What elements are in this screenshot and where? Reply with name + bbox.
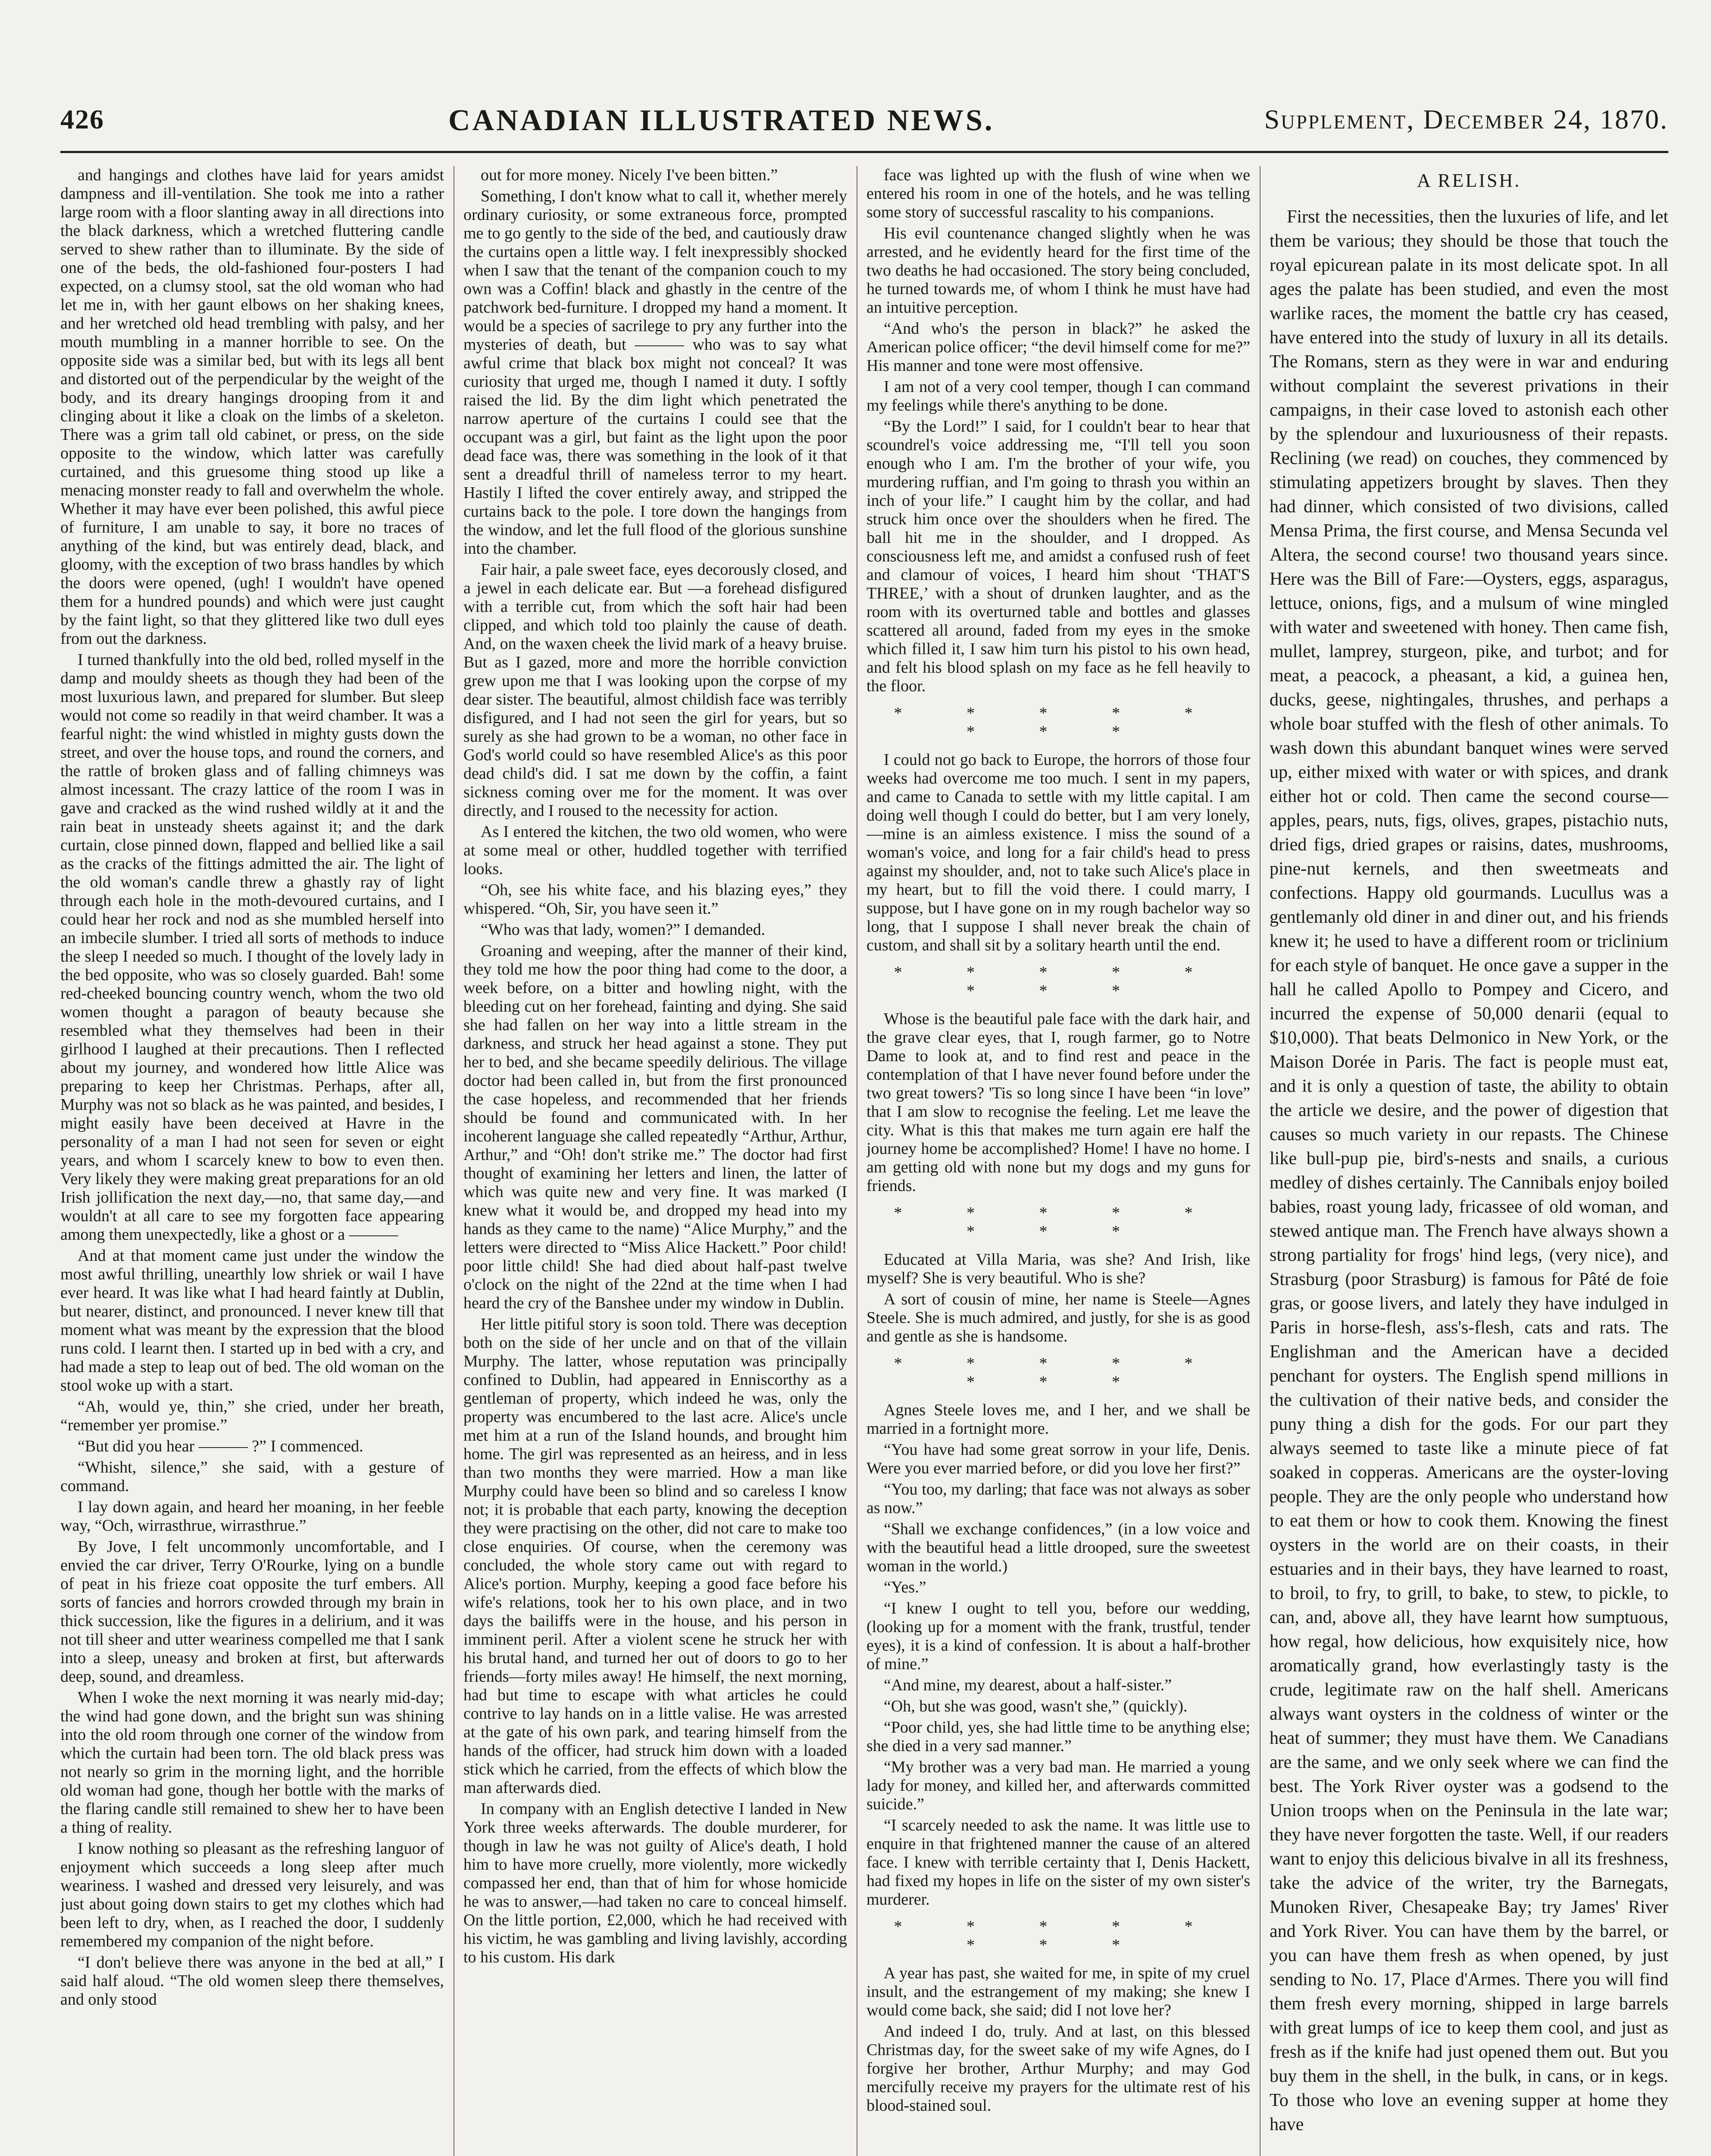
dateline: Supplement, December 24, 1870. xyxy=(1264,104,1668,135)
paragraph: I could not go back to Europe, the horrors of those four weeks had overcome me too much. I sent in my papers, and came to Canada to settle with my little capital. I am doing well though I could do better, but I am very lonely,—mine is an aimless existence. I miss the sound of a woman's voice, and long for a fair child's head to press against my shoulder, and, not to take such Alice's place in my heart, but to fill the void there. I could marry, I suppose, but I have gone on in my rough bachelor way so long, that I suppose I shall never break the chain of custom, and shall sit by a solitary hearth until the end. xyxy=(866,751,1250,954)
paragraph: “I don't believe there was anyone in the bed at all,” I said half aloud. “The old women sleep there themselves, and only stood xyxy=(60,1953,444,2009)
paragraph: “I knew I ought to tell you, before our wedding, (looking up for a moment with the frank, trustful, tender eyes), it is a kind of confession. It is about a half-brother of mine.” xyxy=(866,1599,1250,1673)
paragraph: I lay down again, and heard her moaning, in her feeble way, “Och, wirrasthrue, wirrasthrue.” xyxy=(60,1498,444,1535)
paragraph: “My brother was a very bad man. He married a young lady for money, and killed her, and afterwards committed suicide.” xyxy=(866,1758,1250,1813)
newspaper-page xyxy=(60,73,1668,2156)
paragraph: “Poor child, yes, she had little time to be anything else; she died in a very sad manner.” xyxy=(866,1718,1250,1755)
paragraph: “Whisht, silence,” she said, with a gesture of command. xyxy=(60,1458,444,1495)
paragraph: First the necessities, then the luxuries of life, and let them be various; they should be those that touch the royal epicurean palate in its most delicate spot. In all ages the palate has been studied, and even the most warlike races, the moment the battle cry has ceased, have entered into the study of luxury in all its details. The Romans, stern as they were in war and enduring without complaint the severest privations in their campaigns, in their case loved to astonish each other by the splendour and luxuriousness of their repasts. Reclining (we read) on couches, they commenced by stimulating appetizers brought by slaves. Then they had dinner, which consisted of two divisions, called Mensa Prima, the first course, and Mensa Secunda vel Altera, the second course! two thousand years since. Here was the Bill of Fare:—Oysters, eggs, asparagus, lettuce, onions, figs, and a mulsum of wine mingled with water and sweetened with honey. Then came fish, mullet, lamprey, sturgeon, pike, and turbot; and for meat, a peacock, a pheasant, a kid, a guinea hen, ducks, geese, nightingales, thrushes, and perhaps a whole boar stuffed with the flesh of other animals. To wash down this abundant banquet wines were served up, either mixed with water or with spices, and drank either hot or cold. Then came the second course—apples, pears, nuts, figs, olives, grapes, pistachio nuts, dried figs, dried grapes or raisins, dates, mushrooms, pine-nut kernels, and then sweetmeats and confections. Happy old gourmands. Lucullus was a gentlemanly old diner in and diner out, and his friends knew it; he used to have a different room or triclinium for each style of banquet. He once gave a supper in the hall he called Apollo to Pompey and Cicero, and incurred the expense of 50,000 denarii (equal to $10,000). That beats Delmonico in New York, or the Maison Dorée in Paris. The fact is people must eat, and it is only a question of taste, the ability to obtain the article we desire, and the power of digestion that causes so much variety in our repasts. The Chinese like bull-pup pie, bird's-nests and snails, a curious medley of dishes certainly. The Cannibals enjoy boiled babies, roast young lady, fricassee of old woman, and stewed antique man. The French have always shown a strong partiality for frogs' hind legs, (very nice), and Strasburg (poor Strasburg) is famous for Pâté de foie gras, or goose livers, and lately they have indulged in Paris in horse-flesh, ass's-flesh, cats and rats. The Englishman and the American have a decided penchant for oysters. The English spend millions in the cultivation of their native beds, and consider the puny thing a dish for the gods. For our part they always seemed to taste like a minute piece of fat soaked in copperas. Americans are the oyster-loving people. They are the only people who understand how to eat them or how to cook them. Knowing the finest oysters in the world are on their coasts, in their estuaries and in their bays, they have learned to roast, to broil, to fry, to grill, to bake, to stew, to pickle, to can, and, above all, they have learnt how sumptuous, how regal, how delicious, how exquisitely nice, how aromatically grand, how everlastingly tasty is the crude, legitimate raw on the half shell. Americans always want oysters in the coldness of winter or the heat of summer; they must have them. We Canadians are the same, and we only seek where we can find the best. The York River oyster was a godsend to the Union troops when on the Peninsula in the late war; they have never forgotten the taste. Well, if our readers want to enjoy this delicious bivalve in all its freshness, take the advice of the writer, try the Barnegats, Munoken River, Chesapeake Bay; try James' River and York River. You can have them by the barrel, or you can have them fresh as when opened, by just sending to No. 17, Place d'Armes. There you will find them fresh every morning, shipped in large barrels with great lumps of ice to keep them cool, and just as fresh as if the knife had just opened them out. But you buy them in the shell, in the bulk, in cans, or in kegs. To those who love an evening supper at home they have xyxy=(1270,207,1668,2134)
column-2 xyxy=(463,166,847,2156)
paragraph: “Shall we exchange confidences,” (in a low voice and with the beautiful head a little drooped, sure the sweetest woman in the world.) xyxy=(866,1520,1250,1575)
paragraph: Groaning and weeping, after the manner of their kind, they told me how the poor thing had come to the door, a week before, on a bitter and howling night, with the bleeding cut on her forehead, fainting and dying. She said she had fallen on her way into a little stream in the darkness, and struck her head against a stone. They put her to bed, and she became speedily delirious. The village doctor had been called in, but from the first pronounced the case hopeless, and recommended that her friends should be found and communicated with. In her incoherent language she called repeatedly “Arthur, Arthur, Arthur,” and “Oh! don't strike me.” The doctor had first thought of examining her letters and linen, the latter of which was quite new and very fine. It was marked (I knew what it would be, and dropped my head into my hands as they came to the name) “Alice Murphy,” and the letters were directed to “Miss Alice Hackett.” Poor child! poor little child! She had died about half-past twelve o'clock on the night of the 22nd at the time when I had heard the cry of the Banshee under my window in Dublin. xyxy=(463,942,847,1312)
column-3 xyxy=(866,166,1250,2156)
paragraph: A year has past, she waited for me, in spite of my cruel insult, and the estrangement of my making; she knew I would come back, she said; did I not love her? xyxy=(866,1964,1250,2019)
section-separator: * * * * * * * * xyxy=(894,1354,1223,1391)
section-separator: * * * * * * * * xyxy=(894,1204,1223,1241)
paragraph: In company with an English detective I landed in New York three weeks afterwards. The double murderer, for though in law he was not guilty of Alice's death, I hold him to have more cruelly, more violently, more wickedly compassed her end, than that of him for whose homicide he was to answer,—had taken no care to conceal himself. On the little portion, £2,000, which he had received with his victim, he was gambling and living lavishly, according to his custom. His dark xyxy=(463,1800,847,1966)
paragraph: Educated at Villa Maria, was she? And Irish, like myself? She is very beautiful. Who is she? xyxy=(866,1250,1250,1287)
paragraph: A sort of cousin of mine, her name is Steele—Agnes Steele. She is much admired, and justly, for she is as good and gentle as she is handsome. xyxy=(866,1290,1250,1345)
paragraph: Whose is the beautiful pale face with the dark hair, and the grave clear eyes, that I, rough farmer, go to Notre Dame to look at, and to find rest and peace in the contemplation of that I have never found before under the two great towers? 'Tis so long since I have been “in love” that I am slow to recognise the feeling. Let me leave the city. What is this that makes me turn again ere half the journey home be accomplished? Home! I have no home. I am getting old with none but my dogs and my guns for friends. xyxy=(866,1010,1250,1195)
paragraph: When I woke the next morning it was nearly mid-day; the wind had gone down, and the bright sun was shining into the old room through one corner of the window from which the curtain had been torn. The old black press was not nearly so grim in the morning light, and the horrible old woman had gone, though her bottle with the marks of the flaring candle still remained to shew her to have been a thing of reality. xyxy=(60,1689,444,1836)
paragraph: I turned thankfully into the old bed, rolled myself in the damp and mouldy sheets as though they had been of the most luxurious lawn, and prepared for slumber. But sleep would not come so readily in that weird chamber. It was a fearful night: the wind whistled in mighty gusts down the street, and over the house tops, and round the corners, and the rattle of broken glass and of falling chimneys was almost incessant. The crazy lattice of the room I was in gave and cracked as the wind rushed wildly at it and the rain beat in unsteady sheets against it; and the dark curtain, close pinned down, flapped and bellied like a sail as the cracks of the fittings admitted the air. The light of the old woman's candle threw a ghastly ray of light through each hole in the moth-devoured curtains, and I could hear her rock and nod as she mumbled herself into an imbecile slumber. I tried all sorts of methods to induce the sleep I needed so much. I thought of the lovely lady in the bed opposite, who was so closely guarded. Bah! some red-cheeked bouncing country wench, whom the two old women thought a paragon of beauty because she resembled what they themselves had been in their girlhood I laughed at their precautions. Then I reflected about my journey, and wondered how little Alice was preparing to keep her Christmas. Perhaps, after all, Murphy was not so black as he was painted, and besides, I might easily have been deceived at Havre in the personality of a man I had not seen for seven or eight years, and whom I scarcely knew to bow to even then. Very likely they were making great preparations for an old Irish jollification the next day,—no, that same day,—and wouldn't at all care to see my forgotten face appearing among them unexpectedly, like a ghost or a ——— xyxy=(60,651,444,1244)
paragraph: “And who's the person in black?” he asked the American police officer; “the devil himself come for me?” His manner and tone were most offensive. xyxy=(866,320,1250,375)
paragraph: Agnes Steele loves me, and I her, and we shall be married in a fortnight more. xyxy=(866,1401,1250,1438)
paragraph: “Who was that lady, women?” I demanded. xyxy=(481,921,766,939)
paragraph: I know nothing so pleasant as the refreshing languor of enjoyment which succeeds a long sleep after much weariness. I washed and dressed very leisurely, and was just about going down stairs to get my clothes which had been left to dry, when, as I reached the door, I suddenly remembered my companion of the night before. xyxy=(60,1839,444,1950)
paragraph: “By the Lord!” I said, for I couldn't bear to hear that scoundrel's voice addressing me, “I'll tell you soon enough who I am. I'm the brother of your wife, you murdering ruffian, and I'm going to thrash you within an inch of your life.” I caught him by the collar, and had struck him once over the shoulders when he fired. The ball hit me in the shoulder, and I dropped. As consciousness left me, and amidst a confused rush of feet and clamour of voices, I heard him shout ‘THAT'S THREE,’ with a shout of drunken laughter, and as the room with its overturned table and bottles and glasses scattered all around, faded from my eyes in the smoke which filled it, I saw him turn his pistol to his own head, and felt his blood splash on my face as he fell heavily to the floor. xyxy=(866,417,1250,695)
columns xyxy=(60,166,1668,2156)
section-separator: * * * * * * * * xyxy=(894,1918,1223,1954)
paragraph: “Ah, would ye, thin,” she cried, under her breath, “remember yer promise.” xyxy=(60,1398,444,1434)
page-number: 426 xyxy=(60,104,104,135)
paragraph: And indeed I do, truly. And at last, on this blessed Christmas day, for the sweet sake of my wife Agnes, do I forgive her brother, Arthur Murphy; and may God mercifully receive my prayers for the ultimate rest of his blood-stained soul. xyxy=(866,2022,1250,2115)
paragraph: and hangings and clothes have laid for years amidst dampness and ill-ventilation. She took me into a rather large room with a floor slanting away in all directions into the black darkness, which a wretched fluttering candle served to shew rather than to illuminate. By the side of one of the beds, the old-fashioned four-posters I had expected, on a clumsy stool, sat the old woman who had let me in, with her gaunt elbows on her shaking knees, and her wretched old head trembling with palsy, and her mouth mumbling in a manner horrible to see. On the opposite side was a similar bed, but with its legs all bent and distorted out of the perpendicular by the weight of the body, and its dreary hangings drooping from it and clinging about it like a cloak on the limbs of a skeleton. There was a grim tall old cabinet, or press, on the side opposite to the window, which latter was carefully curtained, and this gruesome thing stood up like a menacing monster ready to fall and overwhelm the whole. Whether it may have ever been polished, this awful piece of furniture, I am unable to say, it bore no traces of anything of the kind, but was entirely dead, black, and gloomy, with the exception of two brass handles by which the doors were opened, (ugh! I wouldn't have opened them for a hundred pounds) and which were just caught by the faint light, so that they glittered like two dull eyes from out the darkness. xyxy=(60,166,444,648)
section-separator: * * * * * * * * xyxy=(894,704,1223,741)
paragraph: I am not of a very cool temper, though I can command my feelings while there's anything to be done. xyxy=(866,378,1250,414)
paragraph: And at that moment came just under the window the most awful thrilling, unearthly low shriek or wail I have ever heard. It was like what I had heard faintly at Dublin, but nearer, distinct, and pronounced. I never knew till that moment what was meant by the expression that the blood runs cold. I learnt then. I started up in bed with a cry, and had made a step to leap out of bed. The old woman on the stool woke up with a start. xyxy=(60,1247,444,1395)
paragraph: “And mine, my dearest, about a half-sister.” xyxy=(884,1676,1172,1694)
paragraph: “I scarcely needed to ask the name. It was little use to enquire in that frightened manner the cause of an altered face. I knew with terrible certainty that I, Denis Hackett, had fixed my hopes in life on the sister of my own sister's murderer. xyxy=(866,1816,1250,1908)
column-1 xyxy=(60,166,444,2156)
paragraph: face was lighted up with the flush of wine when we entered his room in one of the hotels, and he was telling some story of successful rascality to his companions. xyxy=(866,166,1250,221)
column-rule xyxy=(1260,166,1261,2156)
paragraph: Her little pitiful story is soon told. There was deception both on the side of her uncle and on that of the villain Murphy. The latter, whose reputation was principally confined to Dublin, had appeared in Enniscorthy as a gentleman of property, which indeed he was, only the property was encumbered to the last acre. Alice's uncle met him at a run of the Island hounds, and brought him home. The girl was represented as an heiress, and in less than two months they were married. How a man like Murphy could have been so blind and so careless I know not; it is probable that each party, knowing the deception they were practising on the other, did not care to make too close enquiries. Of course, when the ceremony was concluded, the whole story came out with regard to Alice's portion. Murphy, keeping a good face before his wife's relations, took her to his own place, and in two days the bailiffs were in the house, and his person in imminent peril. After a violent scene he struck her with his brutal hand, and turned her out of doors to go to her friends—forty miles away! He himself, the next morning, had but time to escape with what articles he could contrive to lay hands on in a little valise. He was arrested at the gate of his own park, and tearing himself from the hands of the officer, had struck him down with a loaded stick which he carried, from the effects of which blow the man afterwards died. xyxy=(463,1315,847,1797)
paragraph: “You too, my darling; that face was not always as sober as now.” xyxy=(866,1480,1250,1517)
paragraph: out for more money. Nicely I've been bitten.” xyxy=(481,166,778,184)
masthead xyxy=(60,103,1668,153)
paragraph: Something, I don't know what to call it, whether merely ordinary curiosity, or some extraneous force, prompted me to go gently to the side of the bed, and cautiously draw the curtains open a little way. I felt inexpressibly shocked when I saw that the tenant of the companion couch to my own was a Coffin! black and ghastly in the centre of the patchwork bed-furniture. I dropped my hand a moment. It would be a species of sacrilege to pry any further into the mysteries of death, but ——— who was to say what awful crime that black box might not conceal? It was curiosity that urged me, though I named it duty. I softly raised the lid. By the dim light which penetrated the narrow aperture of the curtains I could see that the occupant was a girl, but faint as the light upon the poor dead face was, there was something in the look of it that sent a dreadful thrill of nameless terror to my heart. Hastily I lifted the cover entirely away, and stripped the curtains back to the pole. I tore down the hangings from the window, and let the full flood of the glorious sunshine into the chamber. xyxy=(463,187,847,558)
paragraph: “Yes.” xyxy=(884,1578,926,1596)
paragraph: As I entered the kitchen, the two old women, who were at some meal or other, huddled together with terrified looks. xyxy=(463,823,847,878)
paragraph: “Oh, see his white face, and his blazing eyes,” they whispered. “Oh, Sir, you have seen it.” xyxy=(463,881,847,918)
paragraph: His evil countenance changed slightly when he was arrested, and he evidently heard for the first time of the two deaths he had occasioned. The story being concluded, he turned towards me, of whom I think he must have had an intuitive perception. xyxy=(866,224,1250,317)
paragraph: Fair hair, a pale sweet face, eyes decorously closed, and a jewel in each delicate ear. But —a forehead disfigured with a terrible cut, from which the soft hair had been clipped, and which told too plainly the cause of death. And, on the waxen cheek the livid mark of a heavy bruise. But as I gazed, more and more the horrible conviction grew upon me that I was looking upon the corpse of my dear sister. The beautiful, almost childish face was terribly disfigured, and I had not seen the girl for years, but so surely as she had grown to be a woman, no other face in God's world could so have resembled Alice's as this poor dead child's did. I sat me down by the coffin, a faint sickness coming over me for the moment. It was over directly, and I roused to the necessity for action. xyxy=(463,561,847,820)
paper-title: CANADIAN ILLUSTRATED NEWS. xyxy=(448,104,995,137)
paragraph: “You have had some great sorrow in your life, Denis. Were you ever married before, or did you love her first?” xyxy=(866,1441,1250,1477)
column-4 xyxy=(1270,166,1668,2156)
paragraph: “Oh, but she was good, wasn't she,” (quickly). xyxy=(884,1697,1188,1715)
section-separator: * * * * * * * * xyxy=(894,963,1223,1000)
article-heading: A RELISH. xyxy=(1417,170,1521,191)
paragraph: “But did you hear ——— ?” I commenced. xyxy=(78,1437,363,1455)
paragraph: By Jove, I felt uncommonly uncomfortable, and I envied the car driver, Terry O'Rourke, lying on a bundle of peat in his frieze coat opposite the turf embers. All sorts of fancies and horrors crowded through my brain in thick succession, like the figures in a delirium, and it was not till sheer and utter weariness compelled me that I sank into a sleep, uneasy and broken at first, but afterwards deep, sound, and dreamless. xyxy=(60,1538,444,1686)
